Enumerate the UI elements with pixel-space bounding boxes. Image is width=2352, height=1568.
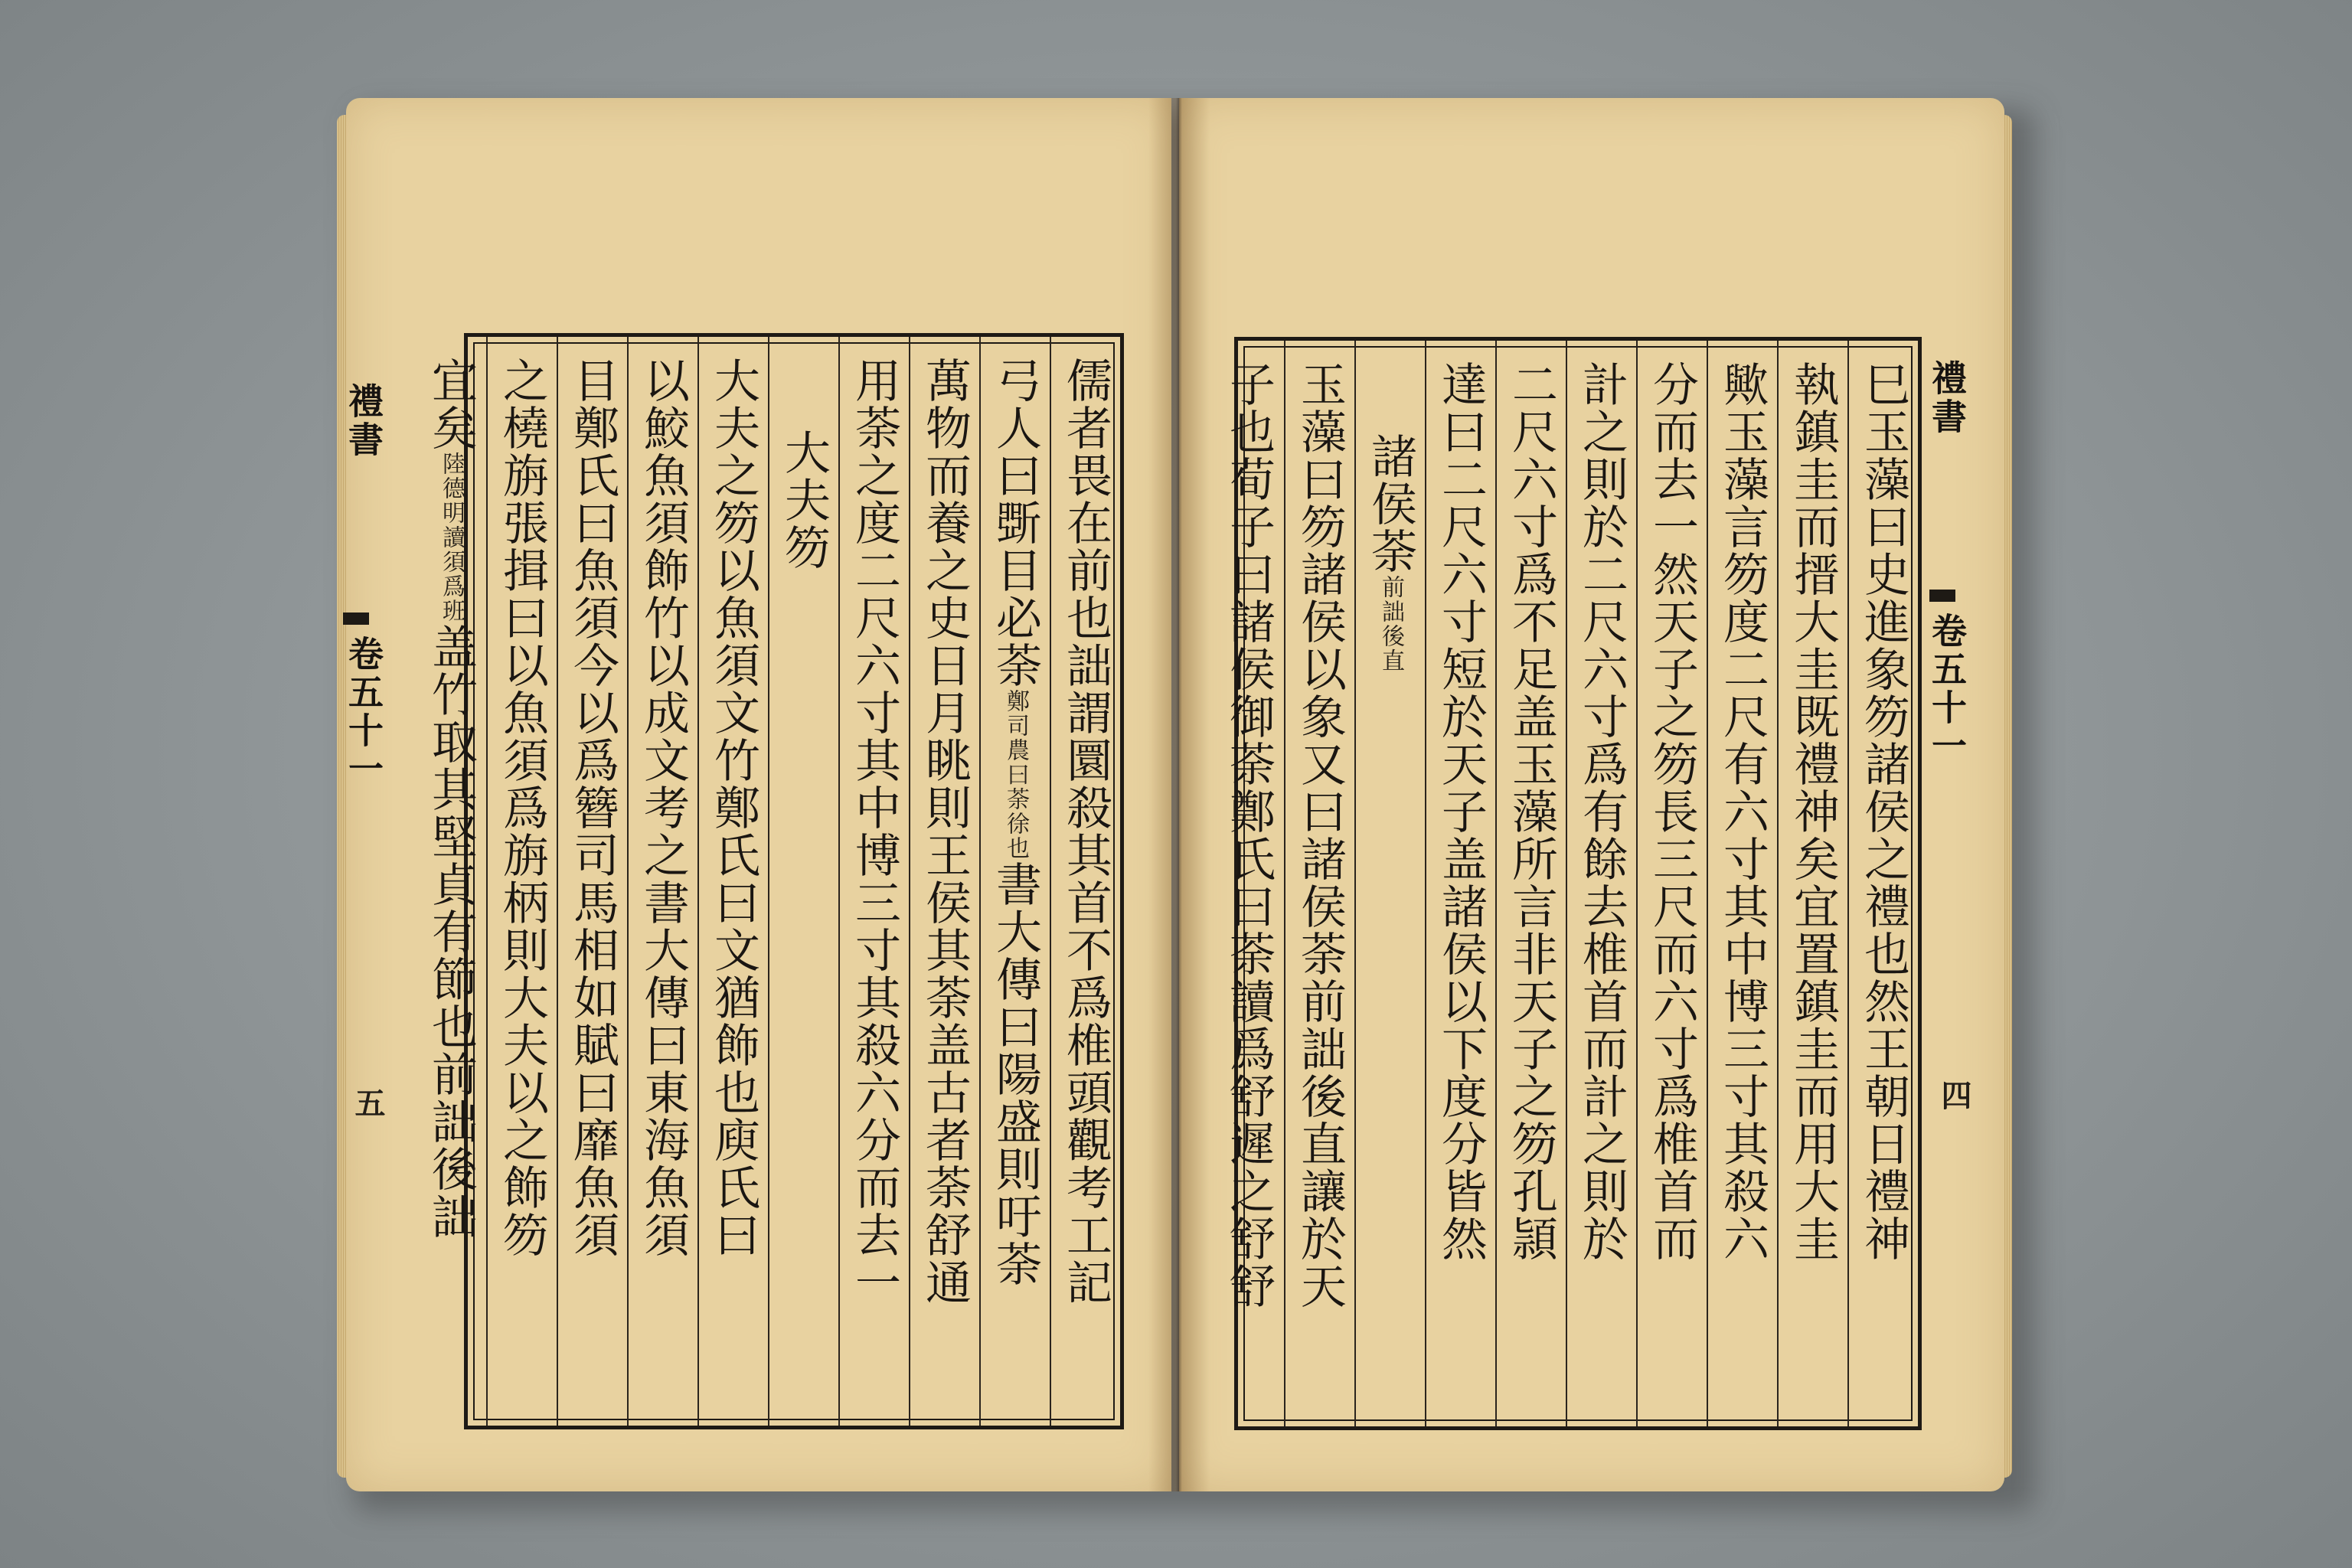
right-col-5-text: 計之則於二尺六寸爲有餘去椎首而計之則於	[1575, 361, 1628, 1263]
right-col-6	[1495, 341, 1566, 1426]
left-col-3-text: 萬物而養之史日月眺則王侯其荼盖古者荼舒通	[918, 357, 972, 1306]
left-col-2-text2: 書大傳曰陽盛則吁荼	[988, 861, 1042, 1288]
right-fishtail-mark	[1929, 590, 1955, 602]
left-fishtail-mark	[343, 612, 369, 625]
right-col-1	[1847, 341, 1918, 1426]
left-col-2	[979, 337, 1050, 1426]
right-col-8-note: 前詘後直	[1377, 575, 1404, 673]
left-col-8	[557, 337, 627, 1426]
left-col-5-text: 大夫笏	[777, 429, 831, 571]
left-col-6	[697, 337, 768, 1426]
left-col-9-text: 之橈旃張揖曰以魚須爲旃柄則大夫以之飾笏	[495, 357, 549, 1259]
left-col-1-text: 儒者畏在前也詘謂圜殺其首不爲椎頭觀考工記	[1059, 357, 1112, 1306]
left-text-frame	[424, 333, 1124, 1429]
left-col-10-text2: 盖竹取其堅貞有節也前詘後詘	[424, 623, 478, 1240]
left-col-4-text: 用荼之度二尺六寸其中博三寸其殺六分而去一	[848, 357, 901, 1306]
book-gutter	[1148, 98, 1210, 1491]
left-col-6-text: 大夫之笏以魚須文竹鄭氏曰文猶飾也庾氏曰	[707, 357, 760, 1259]
left-col-1	[1050, 337, 1120, 1426]
left-col-9	[486, 337, 557, 1426]
right-col-4	[1636, 341, 1707, 1426]
right-col-3	[1707, 341, 1777, 1426]
left-col-10-text: 宜矣	[424, 357, 478, 452]
left-fishtail-leaf: 五	[350, 1087, 386, 1118]
left-col-5	[768, 337, 838, 1426]
right-col-9	[1284, 341, 1354, 1426]
right-fishtail-volume: 卷五十一	[1926, 612, 1968, 766]
right-col-8-text: 諸侯荼	[1364, 433, 1417, 575]
right-col-2	[1777, 341, 1847, 1426]
right-fishtail-title: 禮書	[1926, 360, 1968, 436]
left-col-2-note: 鄭司農曰荼徐也	[1002, 689, 1029, 861]
right-col-6-text: 二尺六寸爲不足盖玉藻所言非天子之笏孔頴	[1504, 361, 1558, 1263]
right-col-9-text: 玉藻曰笏諸侯以象又曰諸侯荼前詘後直讓於天	[1293, 361, 1347, 1310]
left-col-2-text: 弓人曰斲目必荼	[988, 357, 1042, 689]
left-fishtail-volume: 卷五十一	[343, 635, 384, 789]
right-col-10	[1214, 341, 1284, 1426]
left-col-7	[627, 337, 697, 1426]
right-col-5	[1566, 341, 1636, 1426]
right-col-2-text: 執鎮圭而搢大圭既禮神矣宜置鎮圭而用大圭	[1786, 361, 1840, 1263]
right-col-1-text: 巳玉藻曰史進象笏諸侯之禮也然王朝日禮神	[1857, 361, 1910, 1263]
right-col-7-text: 達曰二尺六寸短於天子盖諸侯以下度分皆然	[1434, 361, 1488, 1263]
right-col-7	[1425, 341, 1495, 1426]
right-fishtail-leaf: 四	[1936, 1080, 1972, 1110]
right-text-frame	[1222, 337, 1922, 1430]
right-col-10-text: 子也荀子曰諸侯御荼鄭氏曰荼讀爲舒遲之舒舒	[1222, 361, 1276, 1310]
right-col-4-text: 分而去一然天子之笏長三尺而六寸爲椎首而	[1645, 361, 1699, 1263]
right-col-8	[1354, 341, 1425, 1426]
left-col-4	[838, 337, 909, 1426]
left-fishtail-title: 禮書	[343, 383, 384, 459]
left-col-10-note: 陸德明讀須爲班	[438, 452, 465, 623]
left-col-7-text: 以鮫魚須飾竹以成文考之書大傳曰東海魚須	[636, 357, 690, 1259]
left-col-3	[909, 337, 979, 1426]
left-col-8-text: 目鄭氏曰魚須今以爲簪司馬相如賦曰靡魚須	[566, 357, 619, 1259]
right-col-3-text: 歟玉藻言笏度二尺有六寸其中博三寸其殺六	[1716, 361, 1769, 1263]
left-col-10	[416, 337, 486, 1426]
